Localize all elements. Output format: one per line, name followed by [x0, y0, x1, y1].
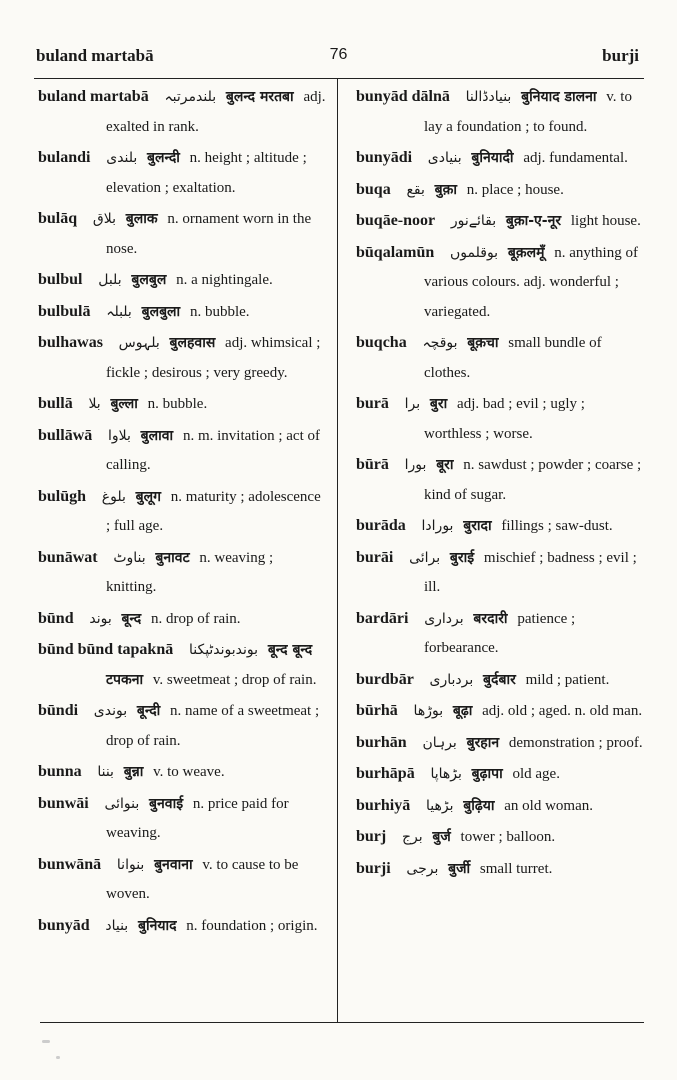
entry-definition: small bundle of clothes. — [424, 335, 602, 381]
entry-devanagari-script: बुनावट — [155, 549, 190, 566]
dictionary-entry — [356, 328, 646, 388]
entry-definition: n. sawdust ; powder ; coarse ; kind of sugar. — [424, 457, 642, 503]
entry-devanagari-script: बुलन्द मरतबा — [225, 89, 294, 105]
entry-urdu-script: بلبلہ — [106, 303, 132, 320]
entry-definition: adj. fundamental. — [523, 150, 628, 166]
entry-devanagari-script: बूक़चा — [467, 335, 499, 351]
entry-definition: n. height ; altitude ; elevation ; exaltation. — [106, 150, 307, 196]
entry-urdu-script: برج — [401, 829, 423, 845]
entry-headword: buqāe-noor — [356, 212, 436, 229]
entry-definition: n. weaving ; knitting. — [106, 549, 274, 595]
entry-headword: burāda — [356, 517, 406, 534]
entry-definition: fillings ; saw-dust. — [501, 518, 613, 534]
entry-urdu-script: بناوٹ — [113, 549, 146, 566]
entry-urdu-script: بنیادی — [427, 150, 462, 166]
dictionary-entry — [356, 238, 646, 328]
entry-definition: v. to lay a foundation ; to found. — [424, 89, 632, 135]
entry-definition: mild ; patient. — [525, 671, 610, 688]
entry-headword: bullāwā — [38, 426, 93, 444]
dictionary-entry — [356, 511, 646, 542]
entry-devanagari-script: बुनियाद — [137, 917, 177, 934]
entry-urdu-script: بوڑھا — [413, 703, 444, 719]
entry-urdu-script: بڑھاپا — [430, 766, 462, 782]
dictionary-entry — [38, 635, 326, 695]
entry-headword: bulbulā — [38, 302, 91, 320]
entry-devanagari-script: बुनियाद डालना — [521, 89, 597, 105]
entry-devanagari-script: बून्द — [121, 610, 142, 627]
dictionary-entry — [356, 696, 646, 727]
entry-headword: burji — [356, 859, 391, 877]
dictionary-entry — [356, 854, 646, 885]
dictionary-entry — [38, 911, 326, 942]
dictionary-entry — [356, 543, 646, 603]
footer-rule — [40, 1022, 644, 1023]
entry-headword: bulūgh — [38, 487, 87, 505]
entry-urdu-script: بڑھیا — [426, 797, 454, 814]
entry-headword: bulhawas — [38, 334, 103, 351]
dictionary-entry — [356, 82, 646, 142]
dictionary-entry — [356, 604, 646, 664]
entry-definition: adj. old ; aged. n. old man. — [482, 703, 643, 719]
entry-headword: bunna — [38, 763, 82, 780]
entry-devanagari-script: बूक़लमूँ — [507, 244, 545, 261]
entry-devanagari-script: बुनियादी — [471, 150, 514, 166]
print-smudge — [56, 1056, 60, 1059]
dictionary-entry — [38, 204, 326, 264]
header-rule — [34, 78, 644, 79]
entry-devanagari-script: बुन्ना — [123, 764, 144, 780]
dictionary-entry — [38, 604, 326, 635]
entry-urdu-script: برہان — [422, 734, 457, 751]
entry-definition: n. price paid for weaving. — [106, 795, 289, 841]
entry-definition: light house. — [570, 213, 641, 229]
entry-headword: bunwānā — [38, 855, 102, 873]
entry-headword: buqcha — [356, 334, 407, 351]
entry-headword: bulāq — [38, 210, 78, 227]
entry-urdu-script: برائی — [409, 549, 441, 566]
entry-devanagari-script: बुलावा — [140, 427, 174, 444]
dictionary-entry — [38, 421, 326, 481]
dictionary-entry — [356, 665, 646, 696]
entry-definition: demonstration ; proof. — [508, 734, 643, 751]
dictionary-entry — [38, 143, 326, 203]
entry-headword: bullā — [38, 395, 73, 412]
dictionary-entry — [356, 175, 646, 206]
entry-headword: burhāpā — [356, 765, 415, 782]
right-running-head: burji — [602, 46, 639, 65]
entry-urdu-script: بلبل — [98, 272, 122, 288]
dictionary-entry — [356, 728, 646, 759]
entry-headword: būrā — [356, 456, 389, 473]
entry-headword: būnd būnd tapaknā — [38, 641, 174, 658]
entry-urdu-script: بوندبوندٹپکنا — [188, 642, 259, 658]
entry-devanagari-script: बुलबुल — [131, 272, 167, 288]
dictionary-entry — [38, 265, 326, 296]
entry-urdu-script: بنیاد — [105, 917, 129, 934]
entry-headword: burhān — [356, 733, 407, 751]
left-running-head: buland martabā — [36, 46, 154, 65]
entry-devanagari-script: बुर्जी — [448, 860, 471, 877]
entry-urdu-script: بردباری — [429, 671, 474, 688]
entry-devanagari-script: बुर्दबार — [483, 671, 516, 688]
page-number: 76 — [329, 46, 348, 63]
entry-urdu-script: بقع — [406, 181, 425, 198]
dictionary-entry — [38, 328, 326, 388]
entry-definition: v. to weave. — [153, 764, 225, 780]
entry-headword: burhiyā — [356, 796, 411, 814]
entry-urdu-script: برا — [404, 396, 421, 412]
dictionary-entry — [356, 450, 646, 510]
entry-definition: adj. exalted in rank. — [106, 89, 326, 135]
entry-devanagari-script: बून्द बून्द टपकना — [106, 642, 313, 688]
dictionary-entry — [356, 389, 646, 449]
dictionary-entry — [38, 482, 326, 542]
entry-urdu-script: بوند — [89, 610, 112, 627]
entry-devanagari-script: बूरा — [436, 457, 454, 473]
entry-devanagari-script: बुलबुला — [141, 303, 181, 320]
entry-devanagari-script: बुलूग — [135, 488, 162, 505]
dictionary-entry — [356, 206, 646, 237]
dictionary-entry — [38, 543, 326, 603]
entry-headword: burā — [356, 395, 389, 412]
dictionary-entry — [356, 759, 646, 790]
entry-definition: adj. whimsical ; fickle ; desirous ; very greedy. — [106, 335, 321, 381]
column-divider — [337, 79, 338, 1022]
dictionary-entry — [38, 696, 326, 756]
entry-headword: bunyād — [38, 916, 90, 934]
entry-headword: buland martabā — [38, 88, 149, 105]
entry-urdu-script: بنوائی — [104, 795, 140, 812]
entry-headword: burāi — [356, 548, 394, 566]
entry-headword: burj — [356, 828, 387, 845]
dictionary-entry — [356, 822, 646, 853]
entry-urdu-script: بورا — [404, 457, 427, 473]
entry-devanagari-script: बुनवाना — [154, 856, 193, 873]
entry-urdu-script: بلندمرتبہ — [164, 89, 217, 105]
entry-definition: an old woman. — [504, 797, 593, 814]
entry-definition: n. maturity ; adolescence ; full age. — [106, 488, 321, 534]
entry-devanagari-script: बुढ़िया — [463, 797, 495, 814]
entry-urdu-script: بلاوا — [108, 427, 131, 444]
entry-definition: mischief ; badness ; evil ; ill. — [424, 549, 637, 595]
entry-definition: tower ; balloon. — [460, 829, 556, 845]
entry-devanagari-script: बुलन्दी — [147, 150, 180, 166]
dictionary-entry — [356, 791, 646, 822]
entry-headword: būrhā — [356, 702, 398, 719]
dictionary-entry — [38, 389, 326, 420]
entry-devanagari-script: बुलाक — [125, 211, 158, 227]
entry-definition: small turret. — [479, 860, 553, 877]
entry-devanagari-script: बुढ़ापा — [471, 766, 503, 782]
entry-definition: old age. — [512, 766, 560, 782]
entry-urdu-script: بلاق — [92, 211, 117, 227]
entry-definition: n. a nightingale. — [176, 272, 273, 288]
dictionary-entry — [38, 850, 326, 910]
entry-urdu-script: بننا — [97, 764, 114, 780]
entry-headword: bulandi — [38, 149, 91, 166]
entry-urdu-script: برداری — [424, 610, 464, 627]
entry-headword: bulbul — [38, 271, 83, 288]
entry-devanagari-script: बुराई — [449, 549, 475, 566]
entry-urdu-script: بوندی — [93, 703, 128, 719]
entry-definition: n. m. invitation ; act of calling. — [106, 427, 320, 473]
entry-headword: bunwāi — [38, 794, 89, 812]
entry-devanagari-script: बुर्ज — [432, 829, 451, 845]
entry-urdu-script: بنوانا — [116, 856, 145, 873]
entry-headword: bunāwat — [38, 548, 98, 566]
entry-urdu-script: بلوغ — [101, 488, 126, 505]
entry-devanagari-script: बुरा — [429, 396, 448, 412]
entry-devanagari-script: बूढ़ा — [452, 703, 473, 719]
entry-definition: n. place ; house. — [466, 181, 564, 198]
entry-headword: būndi — [38, 702, 79, 719]
entry-headword: bardāri — [356, 609, 409, 627]
entry-definition: n. name of a sweetmeat ; drop of rain. — [106, 703, 320, 749]
left-column — [38, 82, 326, 942]
entry-urdu-script: بورادا — [421, 518, 454, 534]
dictionary-entry — [356, 143, 646, 174]
entry-urdu-script: بلا — [88, 396, 101, 412]
print-smudge — [42, 1040, 50, 1043]
entry-urdu-script: بنیادڈالنا — [465, 89, 512, 105]
entry-devanagari-script: बुरादा — [463, 518, 492, 534]
dictionary-entry — [38, 82, 326, 142]
page-header — [0, 44, 677, 74]
entry-headword: buqa — [356, 180, 391, 198]
entry-devanagari-script: बुनवाई — [149, 795, 184, 812]
dictionary-entry — [38, 789, 326, 849]
entry-definition: n. foundation ; origin. — [186, 917, 318, 934]
entry-urdu-script: بوقلموں — [450, 244, 499, 261]
entry-urdu-script: بلندی — [106, 150, 138, 166]
entry-headword: burdbār — [356, 670, 414, 688]
entry-definition: adj. bad ; evil ; ugly ; worthless ; worse. — [424, 396, 585, 442]
entry-headword: būqalamūn — [356, 243, 435, 261]
entry-definition: n. bubble. — [147, 396, 208, 412]
entry-definition: n. bubble. — [189, 303, 250, 320]
entry-definition: n. anything of various colours. adj. wonderful ; variegated. — [424, 244, 638, 320]
entry-headword: bunyād dālnā — [356, 88, 450, 105]
entry-devanagari-script: बून्दी — [136, 703, 161, 719]
entry-definition: v. to cause to be woven. — [106, 856, 299, 902]
right-column — [356, 82, 646, 885]
entry-urdu-script: بوقچہ — [422, 335, 458, 351]
entry-urdu-script: بقائےنور — [450, 213, 497, 229]
entry-urdu-script: برجی — [406, 860, 439, 877]
dictionary-entry — [38, 297, 326, 328]
entry-definition: n. drop of rain. — [150, 610, 241, 627]
entry-devanagari-script: बुरहान — [466, 734, 500, 751]
entry-definition: v. sweetmeat ; drop of rain. — [152, 671, 317, 688]
entry-headword: būnd — [38, 609, 74, 627]
entry-urdu-script: بلہوس — [118, 335, 160, 351]
entry-devanagari-script: बुक़ा-ए-नूर — [505, 213, 562, 229]
entry-devanagari-script: बुक़ा — [434, 181, 458, 198]
entry-devanagari-script: बुल्ला — [110, 396, 138, 412]
entry-definition: patience ; forbearance. — [424, 610, 576, 656]
entry-devanagari-script: बुलहवास — [169, 335, 216, 351]
entry-devanagari-script: बरदारी — [473, 610, 508, 627]
entry-definition: n. ornament worn in the nose. — [106, 211, 312, 257]
dictionary-entry — [38, 757, 326, 788]
entry-headword: bunyādi — [356, 149, 413, 166]
